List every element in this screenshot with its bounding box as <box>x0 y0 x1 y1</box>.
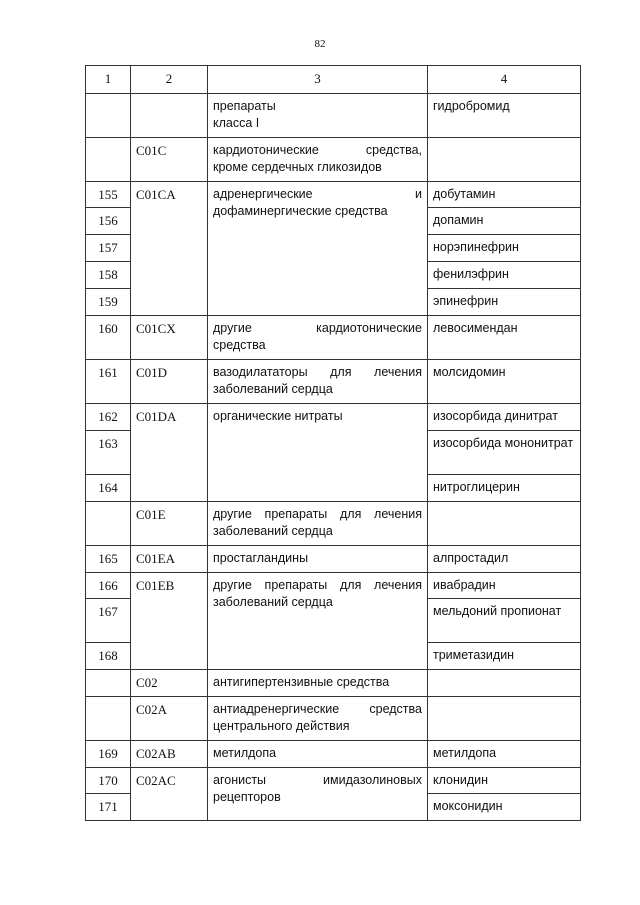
row-number: 168 <box>86 643 131 670</box>
drug-name: моксонидин <box>428 794 581 821</box>
row-number: 159 <box>86 289 131 316</box>
group-name <box>208 404 428 502</box>
row-number: 165 <box>86 546 131 573</box>
table-row <box>86 94 581 138</box>
group-name <box>208 182 428 316</box>
atc-code: C01CA <box>131 182 208 316</box>
group-name-line: рецепторов <box>213 790 281 804</box>
group-name-line: агонисты имидазолиновых <box>213 773 422 787</box>
row-number: 166 <box>86 573 131 599</box>
group-name-line: органические нитраты <box>213 409 343 423</box>
atc-code <box>131 94 208 138</box>
drug-name: гидробромид <box>428 94 581 138</box>
group-name <box>208 138 428 182</box>
row-number: 171 <box>86 794 131 821</box>
group-name <box>208 316 428 360</box>
page-number: 82 <box>314 38 326 50</box>
table-row <box>86 741 581 768</box>
group-name <box>208 768 428 821</box>
group-name-line: другие препараты для лечения <box>213 507 422 521</box>
row-number: 170 <box>86 768 131 794</box>
header-cell: 3 <box>208 66 428 94</box>
group-name-line: заболеваний сердца <box>213 382 333 396</box>
header-cell: 2 <box>131 66 208 94</box>
group-name-line: кроме сердечных гликозидов <box>213 160 382 174</box>
atc-code: C01E <box>131 502 208 546</box>
table-row <box>86 502 581 546</box>
row-number <box>86 697 131 741</box>
atc-code: C01EA <box>131 546 208 573</box>
group-name-line: препараты <box>213 99 276 113</box>
row-number: 162 <box>86 404 131 431</box>
group-name <box>208 573 428 670</box>
row-number: 161 <box>86 360 131 404</box>
row-number: 169 <box>86 741 131 768</box>
table-row <box>86 573 581 599</box>
drug-name <box>428 502 581 546</box>
drug-name: алпростадил <box>428 546 581 573</box>
drug-name <box>428 138 581 182</box>
row-number <box>86 138 131 182</box>
atc-code: C02 <box>131 670 208 697</box>
group-name-line: класса I <box>213 116 260 130</box>
group-name-line: антигипертензивные средства <box>213 675 390 689</box>
table-row <box>86 697 581 741</box>
group-name <box>208 94 428 138</box>
group-name <box>208 502 428 546</box>
group-name-line: простагландины <box>213 551 309 565</box>
drug-name: добутамин <box>428 182 581 208</box>
table-row <box>86 546 581 573</box>
table-row <box>86 316 581 360</box>
drug-name: триметазидин <box>428 643 581 670</box>
group-name-line: дофаминергические средства <box>213 204 388 218</box>
row-number <box>86 502 131 546</box>
group-name <box>208 697 428 741</box>
atc-code: C01DA <box>131 404 208 502</box>
table-row <box>86 360 581 404</box>
atc-code: C02AB <box>131 741 208 768</box>
drug-name: изосорбида мононитрат <box>428 431 581 475</box>
drug-table <box>85 65 581 821</box>
drug-name: изосорбида динитрат <box>428 404 581 431</box>
group-name-line: кардиотонические средства, <box>213 143 422 157</box>
drug-name <box>428 697 581 741</box>
group-name-line: другие кардиотонические <box>213 321 422 335</box>
drug-name: эпинефрин <box>428 289 581 316</box>
drug-name: фенилэфрин <box>428 262 581 289</box>
row-number: 164 <box>86 475 131 502</box>
drug-name: мельдоний пропионат <box>428 599 581 643</box>
row-number: 155 <box>86 182 131 208</box>
drug-name: левосимендан <box>428 316 581 360</box>
drug-name: допамин <box>428 208 581 235</box>
table-header-row <box>86 66 581 94</box>
group-name-line: антиадренергические средства <box>213 702 422 716</box>
group-name <box>208 546 428 573</box>
row-number: 156 <box>86 208 131 235</box>
table-row <box>86 138 581 182</box>
table-row <box>86 404 581 431</box>
row-number: 158 <box>86 262 131 289</box>
group-name-line: заболеваний сердца <box>213 595 333 609</box>
atc-code: C01CX <box>131 316 208 360</box>
atc-code: C01EB <box>131 573 208 670</box>
group-name-line: средства <box>213 338 266 352</box>
table-row <box>86 768 581 794</box>
table-row <box>86 182 581 208</box>
group-name-line: другие препараты для лечения <box>213 578 422 592</box>
group-name-line: адренергические и <box>213 187 422 201</box>
row-number: 157 <box>86 235 131 262</box>
row-number <box>86 670 131 697</box>
group-name-line: вазодилататоры для лечения <box>213 365 422 379</box>
drug-name: клонидин <box>428 768 581 794</box>
atc-code: C01D <box>131 360 208 404</box>
atc-code: C02A <box>131 697 208 741</box>
table-row <box>86 670 581 697</box>
atc-code: C02AC <box>131 768 208 821</box>
row-number <box>86 94 131 138</box>
group-name <box>208 360 428 404</box>
drug-name: нитроглицерин <box>428 475 581 502</box>
drug-name: метилдопа <box>428 741 581 768</box>
atc-code: C01C <box>131 138 208 182</box>
header-cell: 1 <box>86 66 131 94</box>
row-number: 163 <box>86 431 131 475</box>
group-name <box>208 741 428 768</box>
group-name <box>208 670 428 697</box>
row-number: 160 <box>86 316 131 360</box>
drug-name: молсидомин <box>428 360 581 404</box>
drug-name: ивабрадин <box>428 573 581 599</box>
drug-name: норэпинефрин <box>428 235 581 262</box>
row-number: 167 <box>86 599 131 643</box>
group-name-line: метилдопа <box>213 746 277 760</box>
header-cell: 4 <box>428 66 581 94</box>
group-name-line: центрального действия <box>213 719 350 733</box>
group-name-line: заболеваний сердца <box>213 524 333 538</box>
drug-name <box>428 670 581 697</box>
